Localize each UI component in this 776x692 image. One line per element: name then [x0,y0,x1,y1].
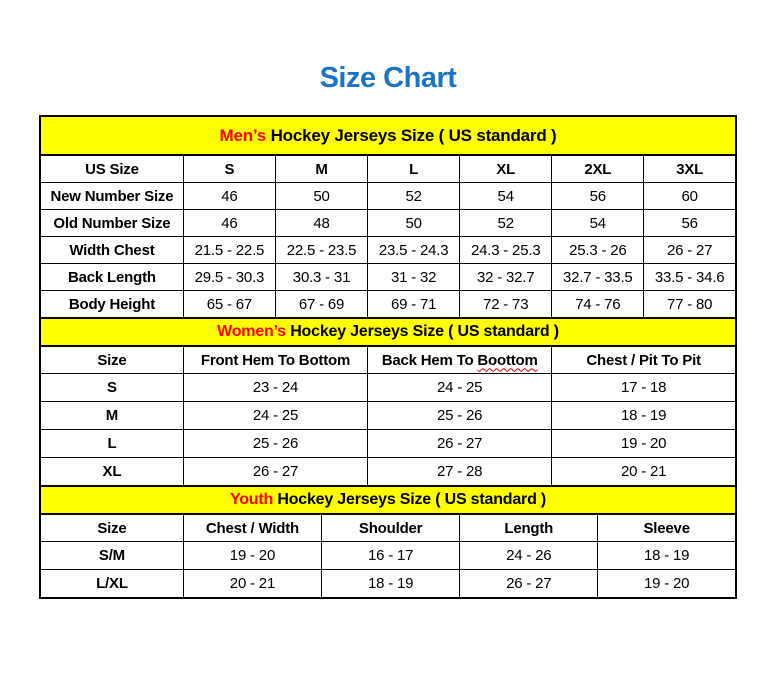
size-value-cell: 26 - 27 [183,458,367,487]
womens-table-row [40,402,736,430]
mens-column-header: 2XL [552,155,644,183]
size-value-cell: 33.5 - 34.6 [644,264,736,291]
size-value-cell: 72 - 73 [460,291,552,319]
size-value-cell: 69 - 71 [368,291,460,319]
size-value-cell: 26 - 27 [460,570,598,599]
mens-row-label: Old Number Size [40,210,183,237]
size-tables-container [39,115,737,599]
youth-table-header-row [40,514,736,542]
page-title: Size Chart [319,62,457,94]
mens-row-label: Body Height [40,291,183,319]
size-value-cell: 65 - 67 [183,291,275,319]
mens-table-row [40,291,736,319]
womens-column-header: Back Hem To Boottom [368,346,552,374]
size-value-cell: 20 - 21 [183,570,321,599]
size-value-cell: 31 - 32 [368,264,460,291]
size-value-cell: 18 - 19 [598,542,736,570]
mens-size-table [39,115,737,319]
mens-column-header: S [183,155,275,183]
womens-table-title [40,318,736,346]
size-value-cell: 18 - 19 [552,402,736,430]
size-value-cell: 25 - 26 [368,402,552,430]
size-value-cell: 54 [460,183,552,210]
size-value-cell: 60 [644,183,736,210]
size-value-cell: 50 [275,183,367,210]
size-value-cell: 17 - 18 [552,374,736,402]
size-value-cell: 18 - 19 [322,570,460,599]
misspelled-word: Boottom [477,351,538,369]
size-value-cell: 19 - 20 [552,430,736,458]
size-value-cell: 23 - 24 [183,374,367,402]
womens-row-label: M [40,402,183,430]
womens-row-label: S [40,374,183,402]
youth-column-header: Sleeve [598,514,736,542]
mens-table-body [40,183,736,319]
womens-size-table [39,317,737,487]
size-value-cell: 22.5 - 23.5 [275,237,367,264]
youth-table-title [40,486,736,514]
mens-table-header-row [40,155,736,183]
size-value-cell: 25 - 26 [183,430,367,458]
mens-column-header: US Size [40,155,183,183]
mens-table-row [40,264,736,291]
youth-table-body [40,542,736,599]
size-value-cell: 74 - 76 [552,291,644,319]
size-value-cell: 56 [552,183,644,210]
womens-column-header: Front Hem To Bottom [183,346,367,374]
size-value-cell: 26 - 27 [644,237,736,264]
size-value-cell: 21.5 - 22.5 [183,237,275,264]
youth-table-row [40,542,736,570]
size-value-cell: 77 - 80 [644,291,736,319]
womens-table-header-row [40,346,736,374]
mens-table-band-row [40,116,736,155]
size-value-cell: 46 [183,210,275,237]
mens-column-header: L [368,155,460,183]
size-value-cell: 24 - 25 [183,402,367,430]
size-value-cell: 29.5 - 30.3 [183,264,275,291]
mens-table-row [40,210,736,237]
youth-table-band-row [40,486,736,514]
mens-table-title [40,116,736,155]
size-value-cell: 48 [275,210,367,237]
womens-table-row [40,458,736,487]
mens-title-text: Hockey Jerseys Size ( US standard ) [266,125,557,145]
mens-table-row [40,237,736,264]
size-value-cell: 16 - 17 [322,542,460,570]
womens-title-text: Hockey Jerseys Size ( US standard ) [285,323,559,340]
youth-column-header: Shoulder [322,514,460,542]
womens-column-header: Size [40,346,183,374]
mens-column-header: M [275,155,367,183]
womens-table-body [40,374,736,487]
size-value-cell: 19 - 20 [598,570,736,599]
size-value-cell: 20 - 21 [552,458,736,487]
youth-table-row [40,570,736,599]
size-value-cell: 67 - 69 [275,291,367,319]
mens-row-label: Back Length [40,264,183,291]
mens-column-header: 3XL [644,155,736,183]
size-value-cell: 30.3 - 31 [275,264,367,291]
size-value-cell: 24.3 - 25.3 [460,237,552,264]
womens-table-band-row [40,318,736,346]
size-value-cell: 24 - 26 [460,542,598,570]
size-value-cell: 23.5 - 24.3 [368,237,460,264]
womens-row-label: L [40,430,183,458]
womens-table-row [40,374,736,402]
youth-row-label: L/XL [40,570,183,599]
womens-table-row [40,430,736,458]
youth-row-label: S/M [40,542,183,570]
youth-title-text: Hockey Jerseys Size ( US standard ) [273,491,547,508]
size-value-cell: 19 - 20 [183,542,321,570]
mens-row-label: New Number Size [40,183,183,210]
size-value-cell: 27 - 28 [368,458,552,487]
womens-row-label: XL [40,458,183,487]
size-value-cell: 32 - 32.7 [460,264,552,291]
size-value-cell: 32.7 - 33.5 [552,264,644,291]
size-value-cell: 54 [552,210,644,237]
womens-accent-text: Women’s [217,323,286,340]
size-value-cell: 52 [368,183,460,210]
youth-size-table [39,485,737,599]
mens-column-header: XL [460,155,552,183]
size-value-cell: 24 - 25 [368,374,552,402]
womens-column-header: Chest / Pit To Pit [552,346,736,374]
size-value-cell: 46 [183,183,275,210]
mens-accent-text: Men’s [219,125,267,145]
size-value-cell: 25.3 - 26 [552,237,644,264]
mens-table-row [40,183,736,210]
size-value-cell: 56 [644,210,736,237]
mens-row-label: Width Chest [40,237,183,264]
size-value-cell: 52 [460,210,552,237]
size-value-cell: 26 - 27 [368,430,552,458]
youth-column-header: Chest / Width [183,514,321,542]
size-value-cell: 50 [368,210,460,237]
youth-column-header: Size [40,514,183,542]
youth-column-header: Length [460,514,598,542]
youth-accent-text: Youth [229,491,274,508]
